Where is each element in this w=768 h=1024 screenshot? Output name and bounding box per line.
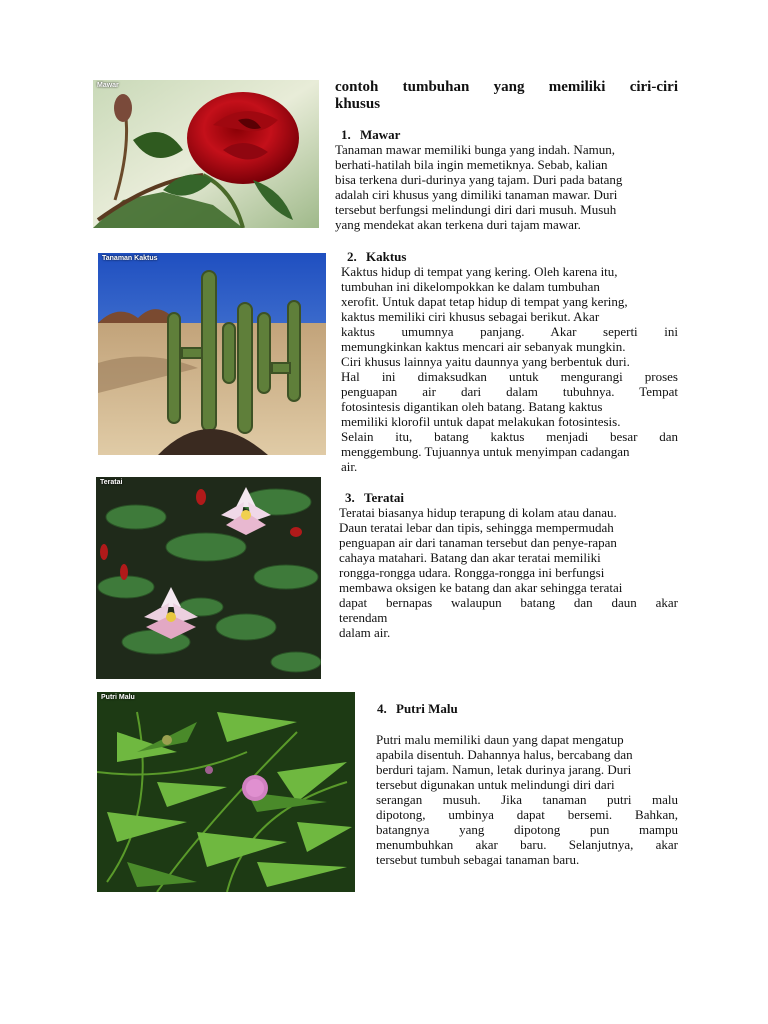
cactus-photo — [98, 253, 326, 455]
text-line: dipotong, umbinya dapat bersemi. Bahkan, — [376, 807, 678, 822]
text-line: Selain itu, batang kaktus menjadi besar dan — [341, 429, 678, 444]
text-line: berduri tajam. Namun, letak durinya jarang. Duri — [376, 762, 632, 777]
text-line: bisa terkena duri-durinya yang tajam. Duri pada batang — [335, 172, 623, 187]
text-line: penguapan air dari dalam tubuhnya. Tempat — [341, 384, 678, 399]
text-line: terendam — [339, 610, 388, 625]
image-caption: Putri Malu — [101, 694, 135, 701]
section-paragraph — [341, 264, 678, 474]
text-line: membawa oksigen ke batang dan akar sehingga teratai — [339, 580, 623, 595]
text-line: xerofit. Untuk dapat tetap hidup di tempat yang kering, — [341, 294, 628, 309]
page-title — [335, 79, 678, 113]
section-paragraph — [339, 505, 678, 640]
text-line: Ciri khusus lainnya yaitu daunnya yang berbentuk duri. — [341, 354, 630, 369]
text-line: tersebut digunakan untuk melindungi diri dari — [376, 777, 615, 792]
text-line: Daun teratai lebar dan tipis, sehingga mempermudah — [339, 520, 614, 535]
text-line: kaktus umumnya panjang. Akar seperti ini — [341, 324, 678, 339]
rose-photo — [93, 80, 319, 228]
text-line: menggembung. Tujuannya untuk menyimpan cadangan — [341, 444, 630, 459]
mimosa-photo — [97, 692, 355, 892]
text-line: tersebut berfungsi melindungi diri dari musuh. Musuh — [335, 202, 617, 217]
text-line: memungkinkan kaktus mencari air sebanyak mungkin. — [341, 339, 626, 354]
section-name: Putri Malu — [396, 701, 458, 716]
image-caption: Teratai — [100, 479, 123, 486]
text-line: tumbuhan ini dikelompokkan ke dalam tumbuhan — [341, 279, 600, 294]
section-number: 1. — [341, 127, 351, 142]
section-name: Kaktus — [366, 249, 407, 264]
lotus-photo — [96, 477, 321, 679]
text-line: adalah ciri khusus yang dimiliki tanaman mawar. Duri — [335, 187, 618, 202]
section-heading — [377, 701, 458, 716]
text-line: penguapan air dari tanaman tersebut dan penye-rapan — [339, 535, 617, 550]
section-heading — [347, 249, 406, 264]
text-line: Tanaman mawar memiliki bunga yang indah. Namun, — [335, 142, 615, 157]
text-line: Hal ini dimaksudkan untuk mengurangi proses — [341, 369, 678, 384]
title-line: khusus — [335, 96, 381, 112]
text-line: berhati-hatilah bila ingin memetiknya. Sebab, kalian — [335, 157, 608, 172]
text-line: cahaya matahari. Batang dan akar teratai memiliki — [339, 550, 601, 565]
section-paragraph — [335, 142, 678, 232]
section-number: 3. — [345, 490, 355, 505]
text-line: Kaktus hidup di tempat yang kering. Oleh karena itu, — [341, 264, 618, 279]
text-line: rongga-rongga udara. Rongga-rongga ini berfungsi — [339, 565, 605, 580]
text-line: tersebut tumbuh sebagai tanaman baru. — [376, 852, 580, 867]
image-caption: Tanaman Kaktus — [102, 255, 158, 262]
text-line: Putri malu memiliki daun yang dapat mengatup — [376, 732, 624, 747]
text-line: fotosintesis digantikan oleh batang. Batang kaktus — [341, 399, 603, 414]
text-line: kaktus memiliki ciri khusus sebagai berikut. Akar — [341, 309, 600, 324]
text-line: memiliki klorofil untuk dapat melakukan fotosintesis. — [341, 414, 621, 429]
text-line: serangan musuh. Jika tanaman putri malu — [376, 792, 678, 807]
text-line: dapat bernapas walaupun batang dan daun akar — [339, 595, 678, 610]
text-line: batangnya yang dipotong pun mampu — [376, 822, 678, 837]
text-line: yang mendekat akan terkena duri tajam mawar. — [335, 217, 581, 232]
text-line: air. — [341, 459, 358, 474]
section-paragraph — [376, 732, 678, 867]
title-line: contoh tumbuhan yang memiliki ciri-ciri — [335, 79, 678, 95]
image-caption: Mawar — [97, 82, 119, 89]
section-name: Teratai — [364, 490, 404, 505]
text-line: Teratai biasanya hidup terapung di kolam atau danau. — [339, 505, 617, 520]
section-heading — [345, 490, 404, 505]
text-line: menumbuhkan akar baru. Selanjutnya, akar — [376, 837, 678, 852]
text-line: apabila disentuh. Dahannya halus, bercabang dan — [376, 747, 633, 762]
section-number: 2. — [347, 249, 357, 264]
section-name: Mawar — [360, 127, 401, 142]
section-heading — [341, 127, 400, 142]
text-line: dalam air. — [339, 625, 391, 640]
section-number: 4. — [377, 701, 387, 716]
